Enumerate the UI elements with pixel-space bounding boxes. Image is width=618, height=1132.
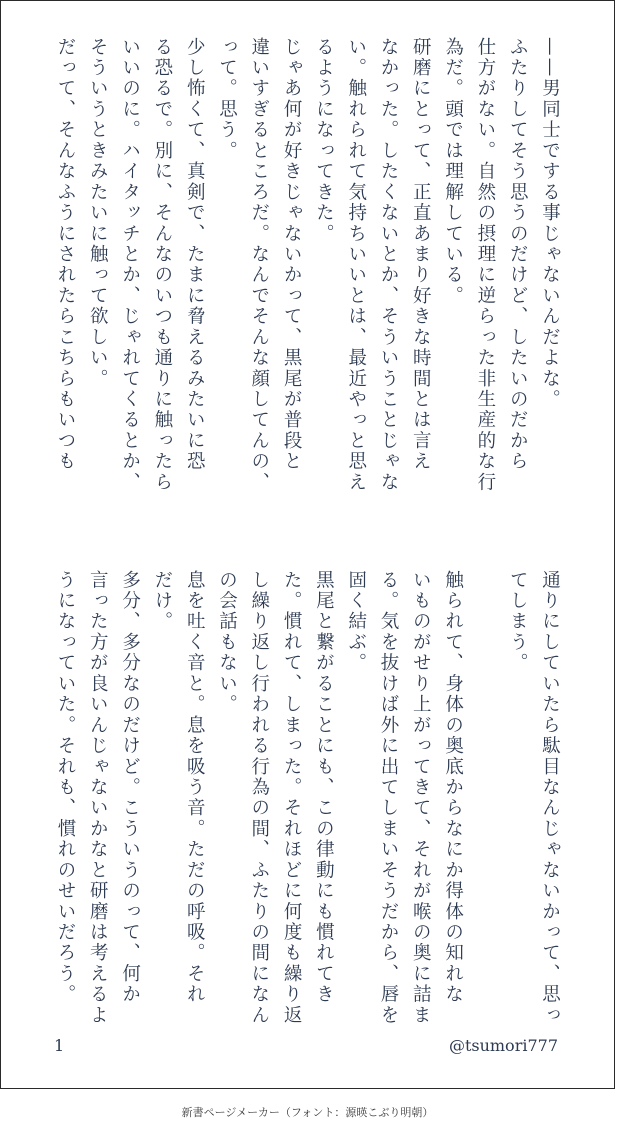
text-column: じゃあ何が好きじゃないかって、黒尾が普段と bbox=[281, 37, 303, 473]
text-column: 黒尾と繋がることにも、この律動にも慣れてき bbox=[313, 570, 335, 1006]
text-column: の会話もない。 bbox=[216, 570, 238, 716]
text-column: る。気を抜けば外に出てしまいそうだから、唇を bbox=[378, 570, 399, 1026]
author-handle: @tsumori777 bbox=[448, 1036, 558, 1055]
text-column: い。触れられて気持ちいいとは、最近やっと思え bbox=[345, 37, 367, 493]
text-column: いいのに。ハイタッチとか、じゃれてくるとか、 bbox=[119, 37, 141, 493]
footer-credit: 新書ページメーカー（フォント：源暎こぶり明朝） bbox=[181, 1106, 434, 1119]
text-column: 違いすぎるところだ。なんでそんな顔してんの、 bbox=[248, 37, 270, 493]
text-column: 少し怖くて、真剣で、たまに脅えるみたいに恐 bbox=[184, 37, 206, 473]
text-column: 固く結ぶ。 bbox=[345, 570, 367, 674]
text-column: だけ。 bbox=[151, 570, 173, 633]
text-column: 多分、多分なのだけど。こういうのって、何か bbox=[119, 570, 141, 1006]
text-column: そういうときみたいに触って欲しい。 bbox=[87, 37, 109, 390]
text-column: し繰り返し行われる行為の間、ふたりの間になん bbox=[248, 570, 270, 1026]
text-column: 言った方が良いんじゃないかなと研磨は考えるよ bbox=[87, 570, 109, 1026]
text-column: る恐るで。別に、そんなのいつも通りに触ったら bbox=[151, 37, 173, 493]
page-number: 1 bbox=[54, 1036, 65, 1055]
text-column: なかった。したくないとか、そういうことじゃな bbox=[378, 37, 399, 493]
text-column: ふたりしてそう思うのだけど、したいのだから bbox=[507, 37, 529, 473]
text-column: 息を吐く音と。息を吸う音。ただの呼吸。それ bbox=[184, 570, 206, 1006]
text-column: うになっていた。それも、慣れのせいだろう。 bbox=[55, 570, 76, 1006]
text-column: た。慣れて、しまった。それほどに何度も繰り返 bbox=[281, 570, 303, 1026]
text-column: ——男同士でする事じゃないんだよな。 bbox=[539, 37, 561, 410]
text-column: って。思う。 bbox=[216, 37, 238, 162]
text-column: るようになってきた。 bbox=[313, 37, 335, 245]
text-column: 研磨にとって、正直あまり好きな時間とは言え bbox=[410, 37, 432, 473]
text-column: 仕方がない。自然の摂理に逆らった非生産的な行 bbox=[474, 37, 496, 493]
text-column: いものがせり上がってきて、それが喉の奥に詰ま bbox=[410, 570, 432, 1026]
text-column: だって、そんなふうにされたらこちらもいつも bbox=[55, 37, 76, 473]
text-column: 為だ。頭では理解している。 bbox=[442, 37, 464, 307]
text-column: 触られて、身体の奥底からなにか得体の知れな bbox=[442, 570, 464, 1006]
text-column: てしまう。 bbox=[507, 570, 529, 674]
text-column: 通りにしていたら駄目なんじゃないかって、思っ bbox=[539, 570, 561, 1026]
